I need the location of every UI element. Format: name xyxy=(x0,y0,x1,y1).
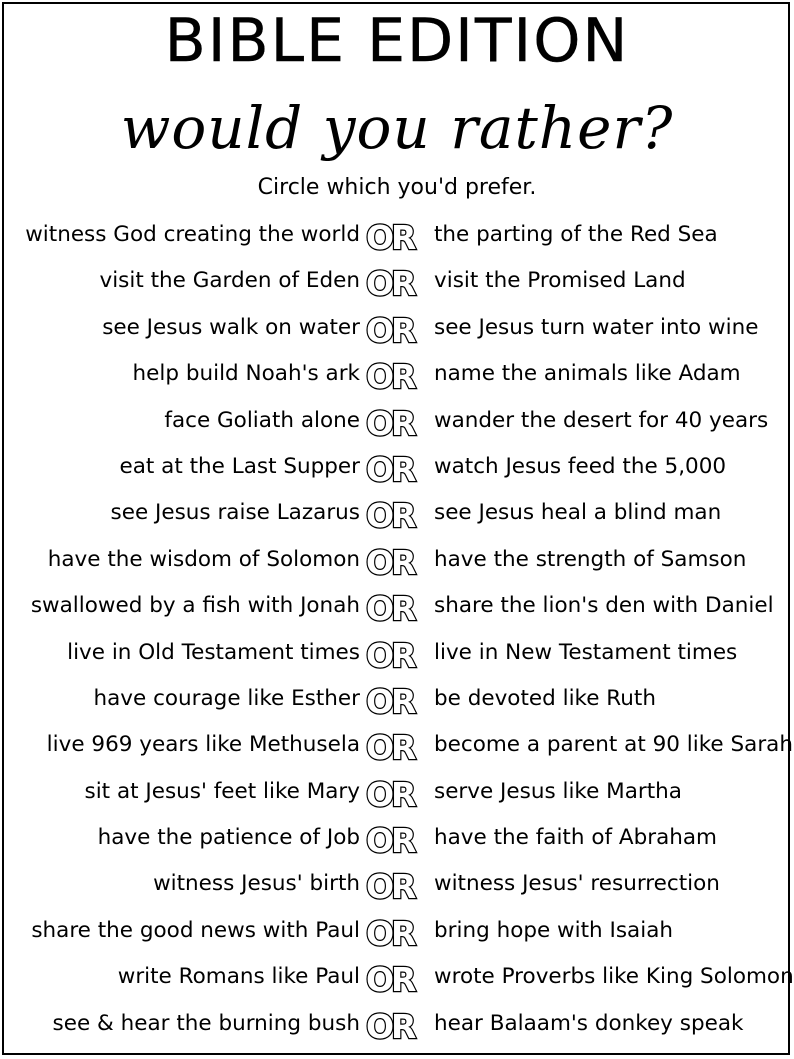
or-label: OR xyxy=(366,264,414,301)
option-left[interactable]: eat at the Last Supper xyxy=(119,453,360,479)
option-right[interactable]: see Jesus turn water into wine xyxy=(434,314,759,340)
option-right[interactable]: have the faith of Abraham xyxy=(434,825,717,851)
option-left[interactable]: write Romans like Paul xyxy=(117,964,360,990)
or-badge xyxy=(362,960,432,996)
question-list xyxy=(0,214,794,1049)
or-label: OR xyxy=(366,913,414,950)
option-left[interactable]: witness God creating the world xyxy=(25,222,360,247)
option-right[interactable]: wrote Proverbs like King Solomon xyxy=(434,964,794,990)
option-right[interactable]: wander the desert for 40 years xyxy=(434,407,769,433)
or-badge xyxy=(362,821,432,857)
or-label: OR xyxy=(366,310,414,347)
or-badge xyxy=(362,357,432,393)
option-right[interactable]: share the lion's den with Daniel xyxy=(434,593,774,619)
or-badge xyxy=(362,682,432,718)
page-title: BIBLE EDITION xyxy=(164,6,630,76)
option-left[interactable]: see Jesus walk on water xyxy=(102,314,360,340)
question-row xyxy=(0,214,794,260)
option-right[interactable]: be devoted like Ruth xyxy=(434,685,656,711)
option-left[interactable]: live in Old Testament times xyxy=(67,639,360,665)
option-left[interactable]: face Goliath alone xyxy=(164,407,360,433)
page-subtitle: would you rather? xyxy=(120,94,674,162)
option-right[interactable]: see Jesus heal a blind man xyxy=(434,500,722,526)
or-label: OR xyxy=(366,681,414,718)
instructions-text: Circle which you'd prefer. xyxy=(257,175,537,200)
or-badge xyxy=(362,1007,432,1043)
option-right[interactable]: the parting of the Red Sea xyxy=(434,222,718,247)
option-left[interactable]: share the good news with Paul xyxy=(31,917,360,943)
question-row xyxy=(0,492,794,538)
or-badge xyxy=(362,218,432,254)
or-badge xyxy=(362,404,432,440)
option-left[interactable]: see Jesus raise Lazarus xyxy=(110,500,360,526)
option-right[interactable]: name the animals like Adam xyxy=(434,361,741,387)
or-badge xyxy=(362,636,432,672)
or-label: OR xyxy=(366,867,414,904)
option-right[interactable]: have the strength of Samson xyxy=(434,546,747,572)
question-row xyxy=(0,863,794,909)
option-left[interactable]: swallowed by a fish with Jonah xyxy=(30,593,360,619)
question-row xyxy=(0,724,794,770)
or-badge xyxy=(362,496,432,532)
or-badge xyxy=(362,450,432,486)
option-left[interactable]: have the wisdom of Solomon xyxy=(47,546,360,572)
or-label: OR xyxy=(366,774,414,811)
option-left[interactable]: sit at Jesus' feet like Mary xyxy=(84,778,360,804)
or-badge xyxy=(362,775,432,811)
or-label: OR xyxy=(366,960,414,997)
or-badge xyxy=(362,311,432,347)
or-badge xyxy=(362,867,432,903)
question-row xyxy=(0,260,794,306)
option-left[interactable]: help build Noah's ark xyxy=(132,361,360,387)
option-right[interactable]: hear Balaam's donkey speak xyxy=(434,1010,744,1036)
option-right[interactable]: witness Jesus' resurrection xyxy=(434,871,720,897)
or-label: OR xyxy=(366,496,414,533)
question-row xyxy=(0,817,794,863)
or-label: OR xyxy=(366,589,414,626)
option-left[interactable]: have courage like Esther xyxy=(93,685,360,711)
question-row xyxy=(0,307,794,353)
or-label: OR xyxy=(366,403,414,440)
option-right[interactable]: watch Jesus feed the 5,000 xyxy=(434,453,727,479)
option-right[interactable]: serve Jesus like Martha xyxy=(434,778,682,804)
question-row xyxy=(0,956,794,1002)
or-label: OR xyxy=(366,728,414,765)
question-row xyxy=(0,400,794,446)
option-right[interactable]: visit the Promised Land xyxy=(434,268,686,294)
or-label: OR xyxy=(366,542,414,579)
question-row xyxy=(0,678,794,724)
or-badge xyxy=(362,589,432,625)
option-right[interactable]: become a parent at 90 like Sarah xyxy=(434,732,793,758)
option-left[interactable]: live 969 years like Methusela xyxy=(46,732,360,758)
option-left[interactable]: visit the Garden of Eden xyxy=(99,268,360,294)
or-label: OR xyxy=(366,821,414,858)
or-label: OR xyxy=(366,1006,414,1043)
option-right[interactable]: live in New Testament times xyxy=(434,639,738,665)
or-label: OR xyxy=(366,449,414,486)
question-row xyxy=(0,446,794,492)
question-row xyxy=(0,539,794,585)
option-left[interactable]: witness Jesus' birth xyxy=(153,871,360,897)
or-badge xyxy=(362,543,432,579)
question-row xyxy=(0,910,794,956)
question-row xyxy=(0,1003,794,1049)
option-left[interactable]: have the patience of Job xyxy=(97,825,360,851)
question-row xyxy=(0,353,794,399)
or-label: OR xyxy=(366,357,414,394)
option-left[interactable]: see & hear the burning bush xyxy=(52,1010,360,1036)
or-badge xyxy=(362,728,432,764)
option-right[interactable]: bring hope with Isaiah xyxy=(434,917,673,943)
or-badge xyxy=(362,914,432,950)
question-row xyxy=(0,632,794,678)
or-badge xyxy=(362,264,432,300)
or-label: OR xyxy=(366,635,414,672)
or-label: OR xyxy=(366,218,414,254)
question-row xyxy=(0,585,794,631)
question-row xyxy=(0,771,794,817)
